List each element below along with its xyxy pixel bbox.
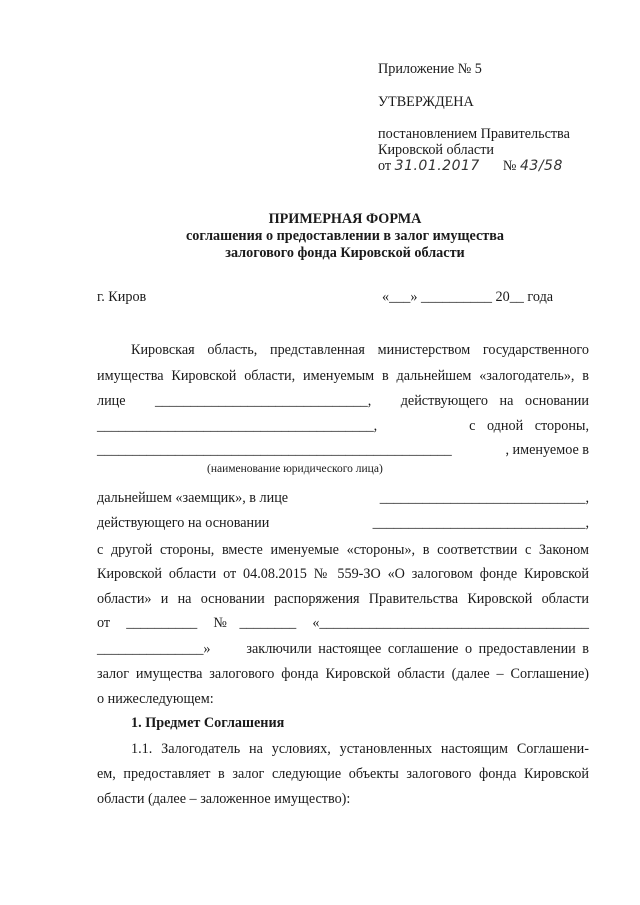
document-title: ПРИМЕРНАЯ ФОРМА <box>268 211 422 227</box>
decree-date-line <box>378 157 563 175</box>
blank-field: _______________» <box>97 641 211 657</box>
paragraph-1-line-13: залог имущества залогового фонда Кировской области (далее – Соглашение) <box>97 666 589 682</box>
text-segment: дальнейшем «заемщик», в лице <box>97 490 289 506</box>
text-segment: действующего на основании <box>97 515 270 531</box>
decree-line-2: Кировской области <box>378 142 494 158</box>
blank-field: _______________________________________, <box>97 418 378 434</box>
text-segment: действующего на основании <box>400 393 589 409</box>
paragraph-1-line-7 <box>97 514 589 532</box>
paragraph-1-line-2: имущества Кировской области, именуемым в дальнейшем «залогодатель», в <box>97 368 589 384</box>
field-caption: (наименование юридического лица) <box>207 463 383 475</box>
decree-line-1: постановлением Правительства <box>378 126 570 142</box>
section-1-line-2: ем, предоставляет в залог следующие объекты залогового фонда Кировской <box>97 766 589 782</box>
text-segment: , именуемое в <box>505 442 589 458</box>
blank-field: ______________________________, <box>372 515 589 531</box>
paragraph-1-line-4 <box>97 417 589 435</box>
paragraph-1-line-14: о нижеследующем: <box>97 691 214 707</box>
text-segment: лице <box>97 393 126 409</box>
date-template: «___» __________ 20__ года <box>382 289 554 305</box>
paragraph-1-line-3 <box>97 392 589 410</box>
paragraph-1-line-5 <box>97 441 589 459</box>
document-subtitle-2: залогового фонда Кировской области <box>225 245 465 261</box>
handwritten-date: 31.01.2017 <box>394 158 480 174</box>
number-prefix: № <box>502 158 517 174</box>
blank-field: ______________________________, <box>154 393 372 409</box>
paragraph-1-line-12 <box>97 640 589 658</box>
section-1-line-3: области (далее – заложенное имущество): <box>97 791 351 807</box>
blank-field: _____________________________, <box>379 490 589 506</box>
document-subtitle-1: соглашения о предоставлении в залог имущества <box>185 228 504 244</box>
blank-field: __________________________________________________ <box>97 442 452 458</box>
paragraph-1-line-6 <box>97 489 589 507</box>
city: г. Киров <box>97 289 147 305</box>
section-1-line-1: 1.1. Залогодатель на условиях, установленных настоящим Соглашени- <box>131 741 589 757</box>
handwritten-number: 43/58 <box>520 158 563 174</box>
text-segment: заключили настоящее соглашение о предоставлении в <box>246 641 589 657</box>
paragraph-1-line-10: области» и на основании распоряжения Правительства Кировской области <box>97 591 589 607</box>
paragraph-1-line-9: Кировской области от 04.08.2015 № 559-ЗО «О залоговом фонде Кировской <box>97 566 589 582</box>
approved-label: УТВЕРЖДЕНА <box>378 94 474 110</box>
paragraph-1-line-1: Кировская область, представленная министерством государственного <box>131 342 589 358</box>
appendix-number: Приложение № 5 <box>378 61 482 77</box>
section-1-heading: 1. Предмет Соглашения <box>131 715 285 731</box>
paragraph-1-line-8: с другой стороны, вместе именуемые «стороны», в соответствии с Законом <box>97 542 589 558</box>
date-prefix: от <box>378 158 392 174</box>
text-segment: с одной стороны, <box>469 418 589 434</box>
paragraph-1-line-11: от __________ №________ «______________________________________ <box>97 615 589 631</box>
